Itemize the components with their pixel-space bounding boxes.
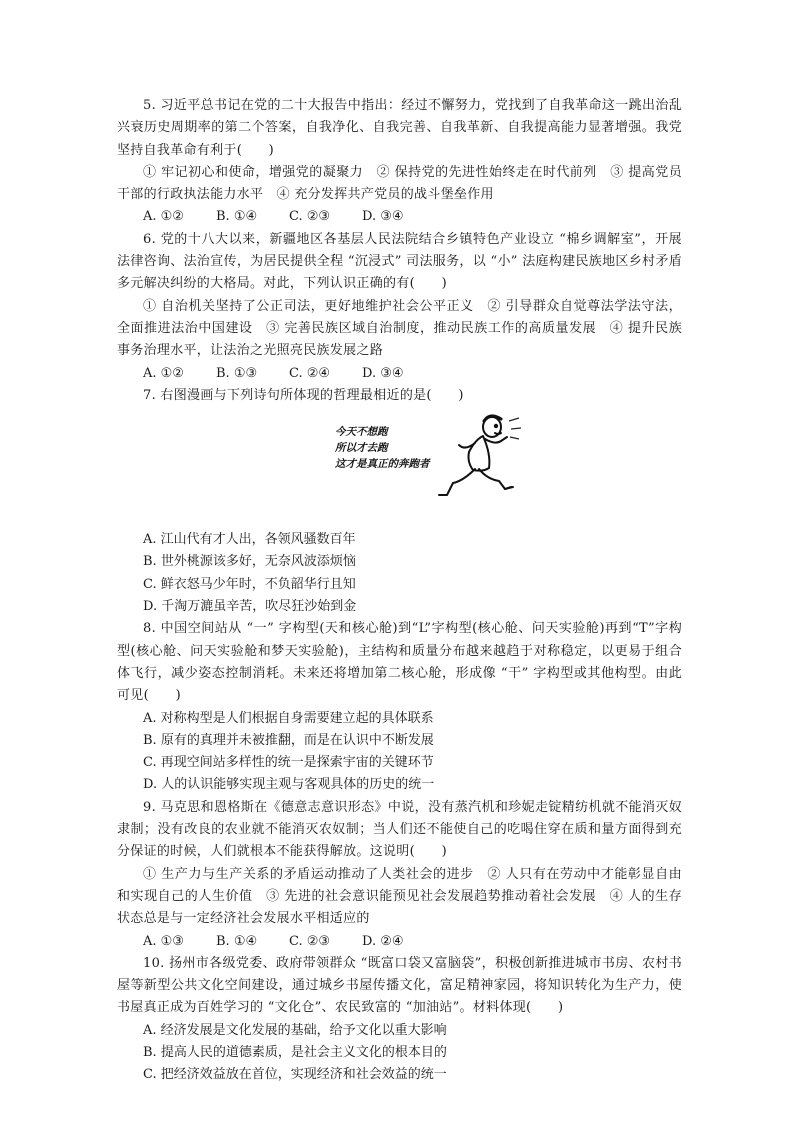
cartoon-figure (117, 409, 682, 529)
question-6-statements: ① 自治机关坚持了公正司法，更好地维护社会公平正义 ② 引导群众自觉尊法学法守法，全面推进法治中国建设 ③ 完善民族区域自治制度，推动民族工作的高质量发展 ④ 提升民族事务治理水平，让法治之光照亮民族发展之路 (117, 298, 682, 359)
question-7-stem: 7. 右图漫画与下列诗句所体现的哲理最相近的是( ) (143, 387, 464, 403)
option-b: B. ①④ (216, 933, 258, 949)
question-10-stem: 10. 扬州市各级党委、政府带领群众 “既富口袋又富脑袋”，积极创新推进城市书房、农村书屋等新型公共文化空间建设，通过城乡书屋传播文化，富足精神家园，将知识转化为生产力，使书屋真正成为百姓学习的 “文化仓”、农民致富的 “加油站”。材料体现( ) (117, 955, 682, 1016)
question-column (117, 95, 682, 1087)
question-8 (117, 618, 682, 796)
question-10 (117, 953, 682, 1087)
question-10-option-c: C. 把经济效益放在首位，实现经济和社会效益的统一 (143, 1067, 447, 1083)
question-9-stem: 9. 马克思和恩格斯在《德意志意识形态》中说，没有蒸汽机和珍妮走锭精纺机就不能消灭奴隶制；没有改良的农业就不能消灭农奴制；当人们还不能使自己的吃喝住穿在质和量方面得到充分保证的时候，人们就根本不能获得解放。这说明( ) (117, 799, 682, 860)
question-5 (117, 95, 682, 229)
question-8-option-a: A. 对称构型是人们根据自身需要建立起的具体联系 (143, 710, 434, 726)
option-a: A. ①③ (143, 933, 184, 949)
option-d: D. ②④ (362, 933, 404, 949)
option-d: D. ③④ (362, 365, 404, 381)
question-7-option-d: D. 千淘万漉虽辛苦，吹尽狂沙始到金 (143, 599, 357, 615)
question-9-options (117, 931, 682, 953)
question-6-stem: 6. 党的十八大以来，新疆地区各基层人民法院结合乡镇特色产业设立 “棉乡调解室”，开展法律咨询、法治宣传，为居民提供全程 “沉浸式” 司法服务，以 “小” 法庭构建民族地区乡村矛盾多元解决纠纷的大格局。对此，下列认识正确的有( ) (117, 231, 682, 292)
running-man-cartoon (329, 409, 529, 519)
question-8-option-b: B. 原有的真理并未被推翻，而是在认识中不断发展 (143, 732, 434, 748)
question-5-stem: 5. 习近平总书记在党的二十大报告中指出：经过不懈努力，党找到了自我革命这一跳出治乱兴衰历史周期率的第二个答案，自我净化、自我完善、自我革新、自我提高能力显著增强。我党坚持自我革命有利于( ) (117, 98, 682, 158)
runner-drawing (439, 416, 513, 495)
question-6 (117, 229, 682, 385)
option-b: B. ①③ (216, 365, 258, 381)
question-8-option-c: C. 再现空间站多样性的统一是探索宇宙的关键环节 (143, 755, 434, 771)
question-5-statements: ① 牢记初心和使命，增强党的凝聚力 ② 保持党的先进性始终走在时代前列 ③ 提高党员干部的行政执法能力水平 ④ 充分发挥共产党员的战斗堡垒作用 (117, 164, 682, 203)
question-5-options (117, 206, 682, 228)
question-10-option-a: A. 经济发展是文化发展的基础，给予文化以重大影响 (143, 1022, 447, 1038)
option-b: B. ①④ (216, 209, 258, 225)
cartoon-caption-line-2: 所以才去跑 (335, 442, 388, 455)
option-c: C. ②④ (289, 365, 331, 381)
option-a: A. ①② (143, 209, 184, 225)
question-7-option-b: B. 世外桃源该多好，无奈风波添烦恼 (143, 554, 356, 570)
question-7-option-a: A. 江山代有才人出，各领风骚数百年 (143, 532, 356, 548)
option-c: C. ②③ (289, 933, 331, 949)
question-9 (117, 797, 682, 953)
question-9-statements: ① 生产力与生产关系的矛盾运动推动了人类社会的进步 ② 人只有在劳动中才能彰显自由和实现自己的人生价值 ③ 先进的社会意识能预见社会发展趋势推动着社会发展 ④ 人的生存状态总是与一定经济社会发展水平相适应的 (117, 866, 682, 927)
option-a: A. ①② (143, 365, 184, 381)
option-c: C. ②③ (289, 209, 331, 225)
question-7 (117, 385, 682, 618)
option-d: D. ③④ (362, 209, 404, 225)
question-7-option-c: C. 鲜衣怒马少年时，不负韶华行且知 (143, 576, 356, 592)
question-8-stem: 8. 中国空间站从 “一” 字构型(天和核心舱)到“L”字构型(核心舱、问天实验舱)再到“T”字构型(核心舱、问天实验舱和梦天实验舱)，主结构和质量分布越来越趋于对称稳定，以更易于组合体飞行，减少姿态控制消耗。未来还将增加第二核心舱，形成像 “干” 字构型或其他构型。由此可见( ) (117, 621, 682, 704)
question-10-option-b: B. 提高人民的道德素质，是社会主义文化的根本目的 (143, 1044, 447, 1060)
question-6-options (117, 363, 682, 385)
cartoon-caption-line-3: 这才是真正的奔跑者 (335, 458, 430, 471)
cartoon-caption-line-1: 今天不想跑 (335, 426, 388, 439)
question-8-option-d: D. 人的认识能够实现主观与客观具体的历史的统一 (143, 777, 435, 793)
